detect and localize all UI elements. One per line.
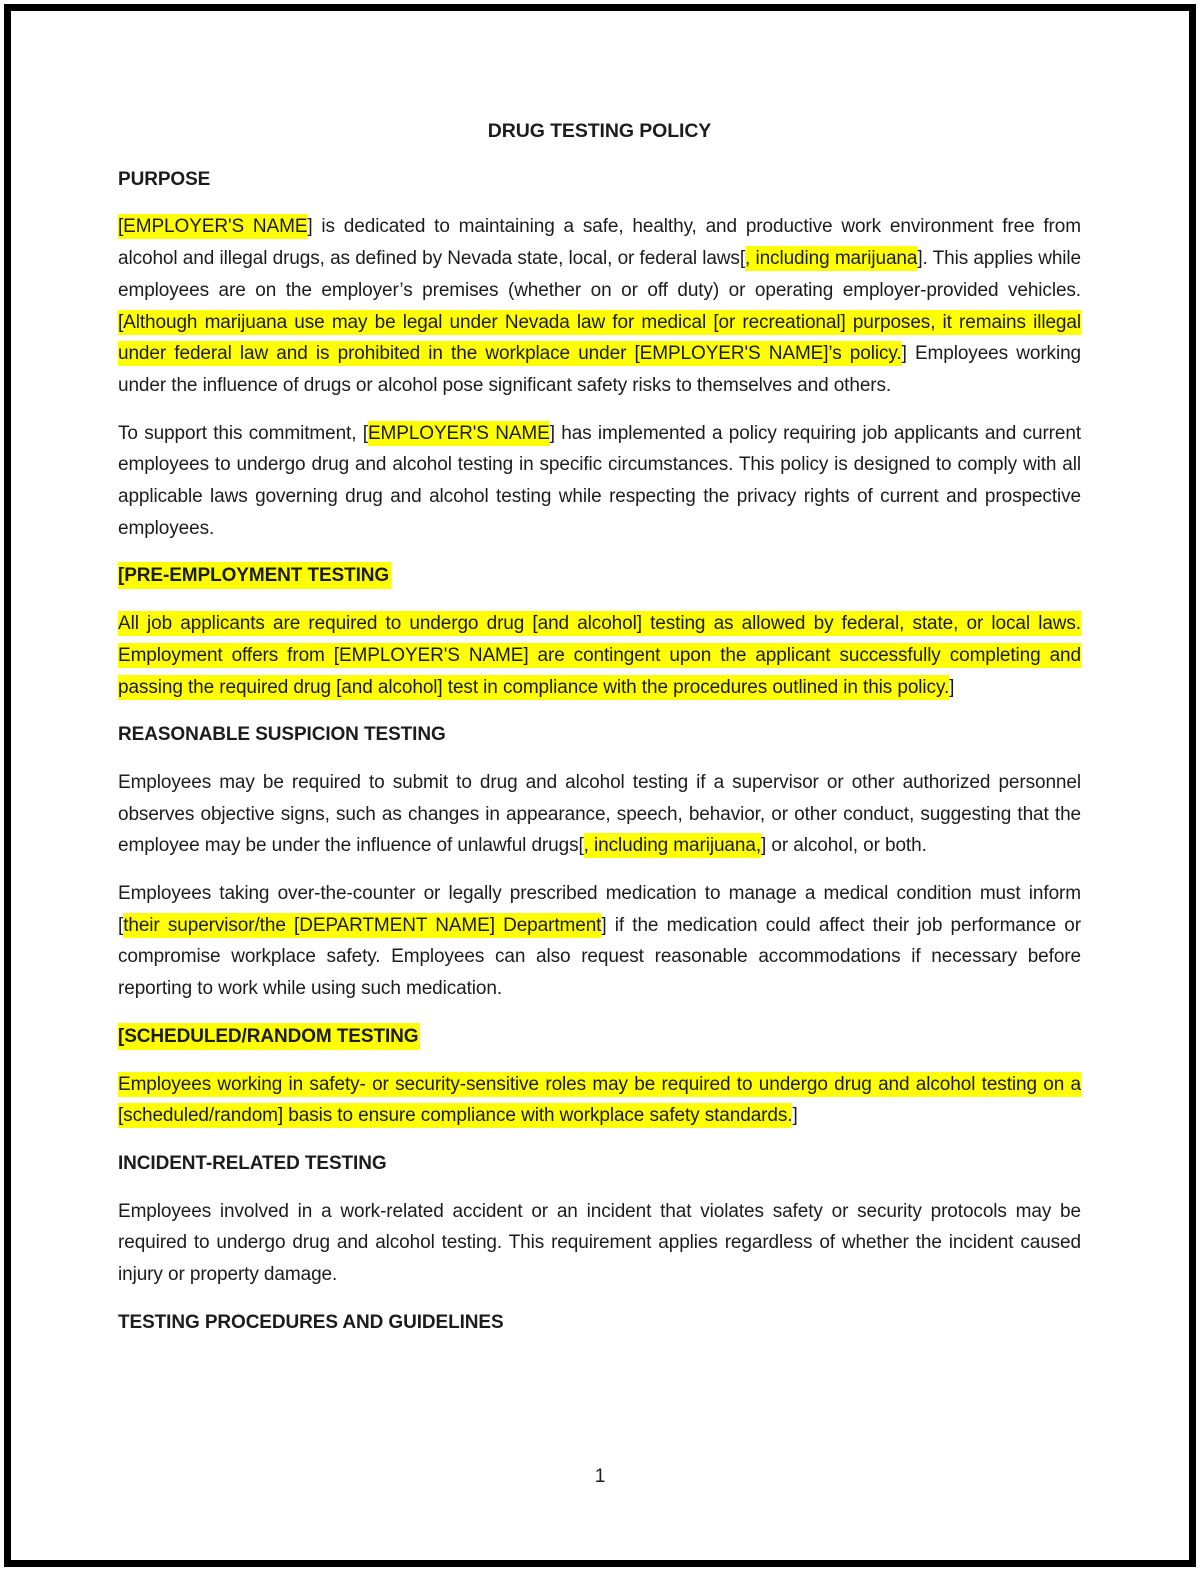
- highlighted-text: [SCHEDULED/RANDOM TESTING: [118, 1023, 420, 1050]
- text-segment: Employees may be required to submit to drug and alcohol testing if a supervisor or other authorized personnel observes objective signs, such as changes in appearance, speech, behavior, or other conduct, suggesting that the employee may be under the influence of unlawful drugs[: [118, 771, 1081, 857]
- highlighted-text: [EMPLOYER'S NAME: [118, 216, 308, 238]
- paragraph: [118, 418, 1081, 545]
- section-heading: [118, 1021, 1081, 1053]
- document-title: DRUG TESTING POLICY: [487, 120, 712, 142]
- highlighted-text: EMPLOYER'S NAME: [367, 422, 550, 444]
- paragraph: [118, 1196, 1081, 1291]
- page-number: 1: [594, 1466, 606, 1487]
- text-segment: ] or alcohol, or both.: [761, 835, 927, 857]
- paragraph: [118, 878, 1081, 1005]
- highlighted-text: Employees working in safety- or security-sensitive roles may be required to undergo drug and alcohol testing on a [scheduled/random] basis to ensure compliance with workplace safety standards.: [118, 1073, 1081, 1127]
- highlighted-text: , including marijuana: [745, 248, 918, 270]
- text-segment: TESTING PROCEDURES AND GUIDELINES: [118, 1311, 504, 1333]
- text-segment: Employees involved in a work-related accident or an incident that violates safety or security protocols may be required to undergo drug and alcohol testing. This requirement applies regardless of whether the incident caused injury or property damage.: [118, 1200, 1081, 1286]
- paragraph: [118, 608, 1081, 703]
- highlighted-text: , including marijuana,: [583, 835, 762, 857]
- text-segment: Employees taking over-the-counter or legally prescribed medication to manage a medical condition must inform [: [118, 883, 1081, 936]
- text-segment: ]: [949, 676, 955, 698]
- text-segment: PURPOSE: [118, 168, 211, 190]
- paragraph: [118, 767, 1081, 862]
- highlighted-text: [PRE-EMPLOYMENT TESTING: [118, 562, 391, 589]
- text-segment: ]: [792, 1105, 798, 1127]
- section-heading: [118, 1307, 1081, 1339]
- text-segment: ] Employees working under the influence of drugs or alcohol pose significant safety risks to themselves and others.: [118, 343, 1081, 396]
- text-segment: ] if the medication could affect their job performance or compromise workplace safety. Employees can also request reasonable accommodations if necessary before reporting to work while using such medication.: [118, 914, 1082, 1000]
- highlighted-text: their supervisor/the [DEPARTMENT NAME] Department: [123, 914, 602, 936]
- section-heading: [118, 164, 1081, 196]
- section-heading: [118, 719, 1081, 751]
- text-segment: INCIDENT-RELATED TESTING: [118, 1152, 387, 1174]
- section-heading: [118, 1148, 1081, 1180]
- section-heading: [118, 560, 1081, 592]
- text-segment: ] has implemented a policy requiring job applicants and current employees to undergo drug and alcohol testing in specific circumstances. This policy is designed to comply with all applicable laws governing drug and alcohol testing while respecting the privacy rights of current and prospective employees.: [118, 422, 1082, 539]
- text-segment: REASONABLE SUSPICION TESTING: [118, 724, 446, 746]
- highlighted-text: All job applicants are required to undergo drug [and alcohol] testing as allowed by federal, state, or local laws. Employment offers from [EMPLOYER'S NAME] are contingent upon the applicant successfully completing and passing the required drug [and alcohol] test in compliance with the procedures outlined in this policy.: [118, 613, 1081, 698]
- text-segment: ]. This applies while employees are on the employer’s premises (whether on or off duty) or operating employer-provided vehicles.: [118, 248, 1082, 301]
- paragraph: [118, 1069, 1081, 1132]
- document-body: [118, 164, 1081, 1339]
- highlighted-text: [Although marijuana use may be legal under Nevada law for medical [or recreational] purposes, it remains illegal under federal law and is prohibited in the workplace under [EMPLOYER'S NAME]’s policy.: [118, 311, 1081, 365]
- text-segment: To support this commitment, [: [118, 422, 368, 444]
- document-content: [118, 11, 1081, 1355]
- paragraph: [118, 211, 1081, 401]
- text-segment: ] is dedicated to maintaining a safe, healthy, and productive work environment free from alcohol and illegal drugs, as defined by Nevada state, local, or federal laws[: [118, 216, 1081, 270]
